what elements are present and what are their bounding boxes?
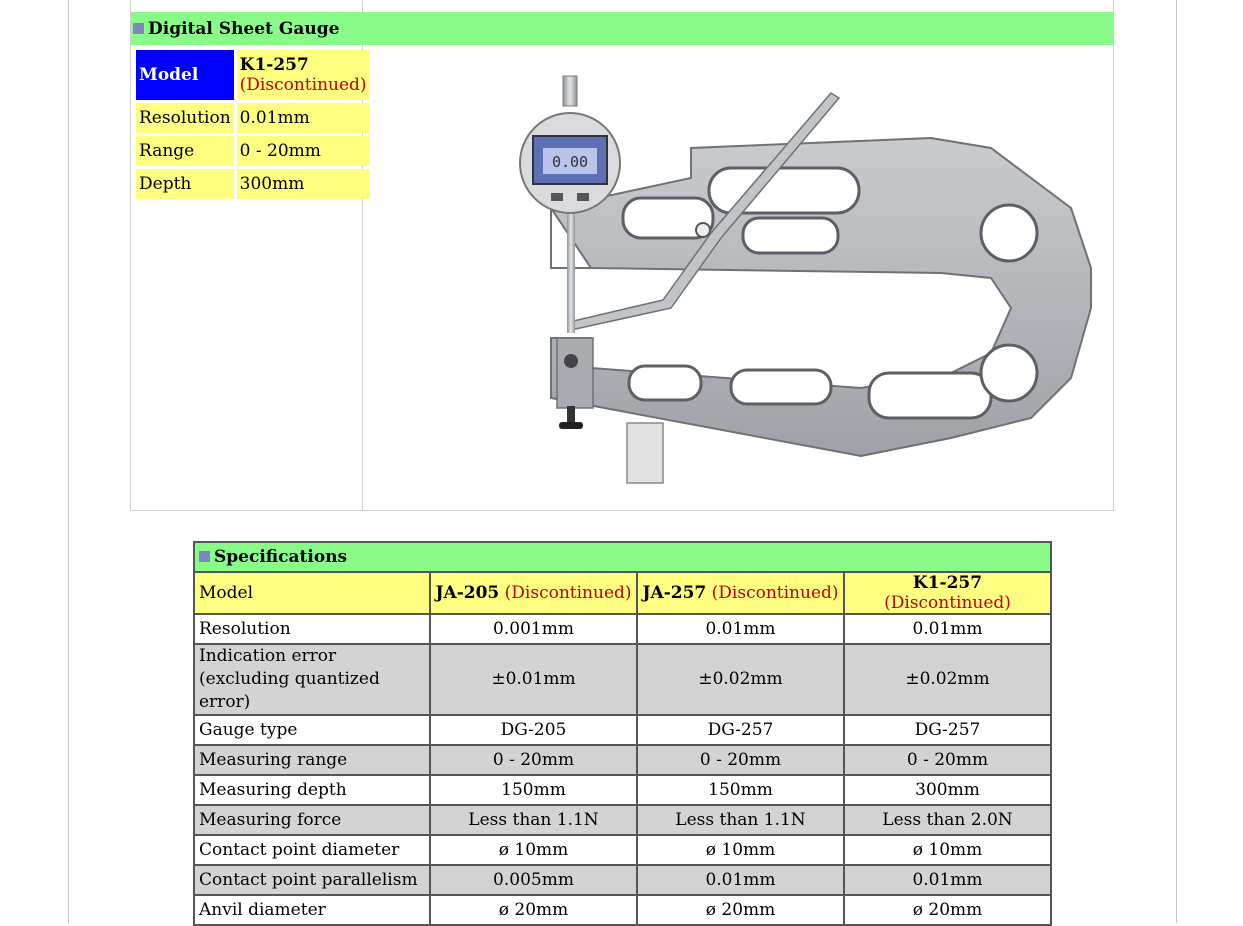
- specs-cell: Less than 1.1N: [637, 805, 844, 835]
- specs-cell: 150mm: [430, 775, 637, 805]
- specs-cell: 300mm: [844, 775, 1051, 805]
- specs-row: [194, 715, 1051, 745]
- specs-cell: ø 10mm: [844, 835, 1051, 865]
- summary-label: Resolution: [136, 103, 234, 133]
- specs-cell: Less than 2.0N: [844, 805, 1051, 835]
- product-panel: [130, 0, 1114, 511]
- specs-cell: 0.01mm: [637, 865, 844, 895]
- specs-model-cell: [844, 572, 1051, 614]
- specs-row: [194, 805, 1051, 835]
- specs-cell: 0 - 20mm: [844, 745, 1051, 775]
- model-status: (Discontinued): [239, 75, 367, 95]
- specs-cell: Less than 1.1N: [430, 805, 637, 835]
- model-status: (Discontinued): [884, 593, 1011, 613]
- specs-model-cell: [637, 572, 844, 614]
- model-status: (Discontinued): [504, 583, 632, 603]
- specs-cell: ±0.01mm: [430, 644, 637, 715]
- page-left-border: [68, 0, 69, 923]
- specs-cell: DG-205: [430, 715, 637, 745]
- specs-cell: ±0.02mm: [637, 644, 844, 715]
- product-title-bar: [131, 12, 1114, 45]
- specs-row-label: Contact point diameter: [194, 835, 430, 865]
- specs-cell: DG-257: [637, 715, 844, 745]
- specs-cell: 0.01mm: [844, 865, 1051, 895]
- specs-row-label-line1: Indication error: [199, 646, 337, 666]
- specs-cell: ø 20mm: [637, 895, 844, 925]
- specs-row-label: Measuring depth: [194, 775, 430, 805]
- specs-cell: 0.005mm: [430, 865, 637, 895]
- model-code: JA-205: [435, 583, 500, 603]
- model-value-cell: [237, 50, 370, 100]
- specs-title-row: [194, 542, 1051, 572]
- specs-row-label-line2: (excluding quantized error): [199, 669, 380, 712]
- bullet-square-icon: [199, 551, 210, 562]
- product-summary-table: [133, 47, 373, 202]
- specs-cell: ø 10mm: [637, 835, 844, 865]
- page-right-border: [1176, 0, 1177, 923]
- summary-value: 300mm: [237, 169, 370, 199]
- summary-model-row: [136, 50, 370, 100]
- model-code: K1-257: [239, 55, 309, 75]
- specs-cell: ø 20mm: [430, 895, 637, 925]
- summary-label: Range: [136, 136, 234, 166]
- specs-cell: ±0.02mm: [844, 644, 1051, 715]
- sheet-gauge-photo: [391, 68, 1111, 488]
- specs-row: [194, 745, 1051, 775]
- bullet-square-icon: [133, 23, 144, 34]
- specs-row-label: Contact point parallelism: [194, 865, 430, 895]
- summary-row: [136, 169, 370, 199]
- gauge-readout: 0.00: [551, 153, 589, 171]
- specs-row-label: [194, 644, 430, 715]
- specifications-table: [193, 541, 1052, 926]
- specs-row-label: Measuring range: [194, 745, 430, 775]
- model-code: K1-257: [912, 573, 983, 593]
- specs-row-label: Gauge type: [194, 715, 430, 745]
- specs-row: [194, 644, 1051, 715]
- specs-cell: 0.001mm: [430, 614, 637, 644]
- summary-row: [136, 103, 370, 133]
- specs-cell: DG-257: [844, 715, 1051, 745]
- specs-cell: 0 - 20mm: [637, 745, 844, 775]
- specs-cell: 0.01mm: [637, 614, 844, 644]
- summary-value: 0.01mm: [237, 103, 370, 133]
- specs-row-label: Resolution: [194, 614, 430, 644]
- specs-row: [194, 865, 1051, 895]
- specs-row-label: Anvil diameter: [194, 895, 430, 925]
- summary-label: Depth: [136, 169, 234, 199]
- specs-title: Specifications: [214, 547, 348, 567]
- specs-row: [194, 835, 1051, 865]
- specs-model-label: Model: [194, 572, 430, 614]
- specs-row: [194, 895, 1051, 925]
- specs-cell: 0 - 20mm: [430, 745, 637, 775]
- specs-row-label: Measuring force: [194, 805, 430, 835]
- specs-title-cell: [194, 542, 1051, 572]
- specs-cell: 0.01mm: [844, 614, 1051, 644]
- model-status: (Discontinued): [711, 583, 839, 603]
- summary-row: [136, 136, 370, 166]
- specs-row: [194, 614, 1051, 644]
- model-label-cell: Model: [136, 50, 234, 100]
- specs-cell: ø 10mm: [430, 835, 637, 865]
- specs-cell: 150mm: [637, 775, 844, 805]
- specs-cell: ø 20mm: [844, 895, 1051, 925]
- specs-model-row: [194, 572, 1051, 614]
- summary-value: 0 - 20mm: [237, 136, 370, 166]
- product-title: Digital Sheet Gauge: [148, 18, 340, 39]
- specs-row: [194, 775, 1051, 805]
- specs-model-cell: [430, 572, 637, 614]
- model-code: JA-257: [642, 583, 707, 603]
